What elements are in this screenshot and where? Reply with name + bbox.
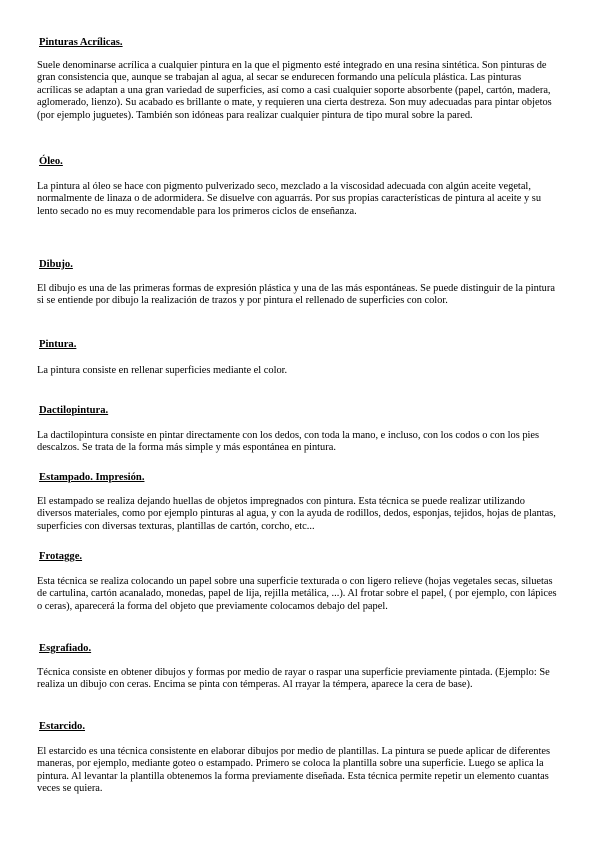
heading-oleo: Óleo. bbox=[39, 156, 63, 167]
paragraph-pintura: La pintura consiste en rellenar superficies mediante el color. bbox=[37, 365, 288, 376]
paragraph-oleo: La pintura al óleo se hace con pigmento pulverizado seco, mezclado a la viscosidad adecuada con algún aceite vegetal, normalmente de linaza o de adormidera. Se disuelve con aguarrás. Por sus propias características de pintura al aceite y su lento secado no es muy recomendable para los primeros ciclos de enseñanza. bbox=[37, 181, 542, 217]
heading-esgrafiado: Esgrafiado. bbox=[39, 643, 92, 654]
heading-estarcido: Estarcido. bbox=[39, 721, 86, 732]
paragraph-estarcido: El estarcido es una técnica consistente en elaborar dibujos por medio de plantillas. La pintura se puede aplicar de diferentes maneras, por ejemplo, mediante goteo o estampado. Primero se coloca la plantilla sobre una superficie. Luego se aplica la pintura. Al levantar la plantilla obtenemos la forma previamente diseñada. Esta técnica permite repetir un elemento cuantas veces se quiera. bbox=[37, 746, 550, 795]
heading-estampado: Estampado. Impresión. bbox=[39, 472, 145, 483]
paragraph-dibujo: El dibujo es una de las primeras formas de expresión plástica y una de las más espontáneas. Se puede distinguir de la pintura si se entiende por dibujo la realización de trazos y por pintura el rellenado de superficies con color. bbox=[37, 283, 555, 307]
heading-frotagge: Frotagge. bbox=[39, 551, 83, 562]
paragraph-estampado: El estampado se realiza dejando huellas de objetos impregnados con pintura. Esta técnica se puede realizar utilizando diversos materiales, como por ejemplo pinturas al agua, y con la ayuda de rodillos, dedos, esponjas, tejidos, hojas de plantas, superficies con diversas texturas, plantillas de cartón, corcho, etc... bbox=[37, 496, 556, 532]
paragraph-pinturas-acrilicas: Suele denominarse acrílica a cualquier pintura en la que el pigmento esté integrado en una resina sintética. Son pinturas de gran consistencia que, aunque se trabajan al agua, al secar se endurecen formando una película plástica. Las pinturas acrílicas se adaptan a una gran variedad de superficies, así como a casi cualquier soporte absorbente (papel, cartón, madera, aglomerado, lienzo). Su acabado es brillante o mate, y requieren una cierta destreza. Son muy adecuadas para pintar objetos (por ejemplo juguetes). También son idóneas para realizar cualquier pintura de tipo mural sobre la pared. bbox=[37, 60, 552, 121]
heading-pinturas-acrilicas: Pinturas Acrílicas. bbox=[39, 37, 123, 48]
heading-dactilopintura: Dactilopintura. bbox=[39, 405, 109, 416]
heading-pintura: Pintura. bbox=[39, 339, 77, 350]
paragraph-dactilopintura: La dactilopintura consiste en pintar directamente con los dedos, con toda la mano, e incluso, con los codos o con los pies descalzos. Se trata de la forma más simple y más espontánea en pintura. bbox=[37, 430, 540, 454]
paragraph-esgrafiado: Técnica consiste en obtener dibujos y formas por medio de rayar o raspar una superficie previamente pintada. (Ejemplo: Se realiza un dibujo con ceras. Encima se pinta con témperas. Al rrayar la témpera, aparece la cera de base). bbox=[37, 667, 550, 691]
paragraph-frotagge: Esta técnica se realiza colocando un papel sobre una superficie texturada o con ligero relieve (hojas vegetales secas, siluetas de cartulina, cartón acanalado, monedas, papel de lija, rejilla metálica, ...). Al frotar sobre el papel, ( por ejemplo, con lápices o ceras), aparecerá la forma del objeto que previamente colocamos debajo del papel. bbox=[37, 576, 557, 612]
heading-dibujo: Dibujo. bbox=[39, 259, 73, 270]
